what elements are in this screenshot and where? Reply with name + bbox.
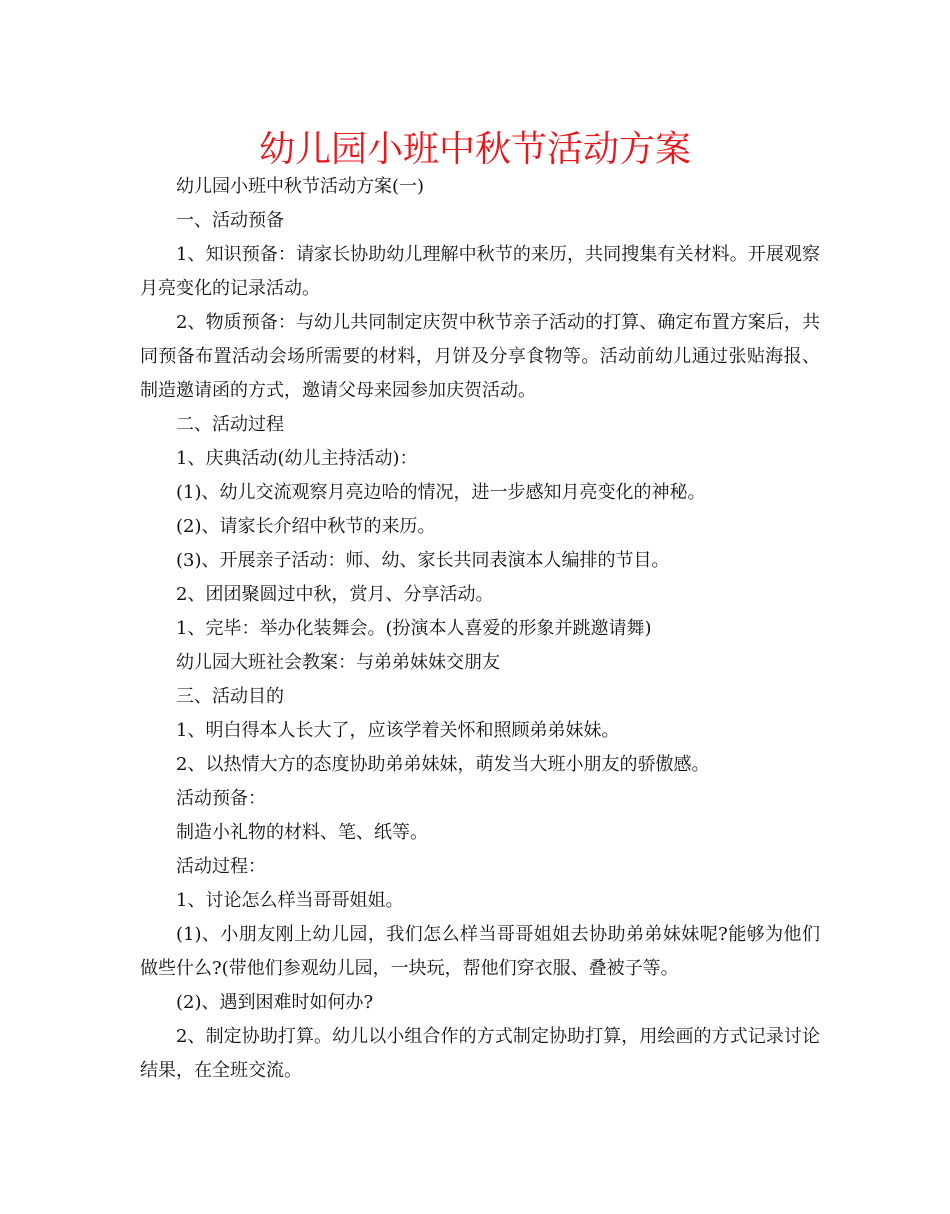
heading-activity-prep: 活动预备： [176, 788, 266, 809]
section-heading-preparation: 一、活动预备 [176, 210, 284, 231]
paragraph-discuss-item-1: (1)、小朋友刚上幼儿园，我们怎么样当哥哥姐姐去协助弟弟妹妹呢?能够为他们做些什么?(带他们参观幼儿园，一块玩，帮他们穿衣服、叠被子等。 [140, 924, 820, 979]
document-title: 幼儿园小班中秋节活动方案 [258, 129, 691, 170]
section-heading-goals: 三、活动目的 [176, 686, 284, 707]
paragraph-materials: 制造小礼物的材料、笔、纸等。 [176, 822, 428, 843]
paragraph-help-plan: 2、制定协助打算。幼儿以小组合作的方式制定协助打算，用绘画的方式记录讨论结果，在全班交流。 [140, 1026, 820, 1081]
paragraph-material-prep: 2、物质预备：与幼儿共同制定庆贺中秋节亲子活动的打算、确定布置方案后，共同预备布置活动会场所需要的材料，月饼及分享食物等。活动前幼儿通过张贴海报、制造邀请函的方式，邀请父母来园参加庆贺活动。 [140, 312, 820, 401]
paragraph-knowledge-prep: 1、知识预备：请家长协助幼儿理解中秋节的来历，共同搜集有关材料。开展观察月亮变化的记录活动。 [140, 244, 820, 299]
paragraph-celebration: 1、庆典活动(幼儿主持活动)： [176, 448, 418, 469]
paragraph-reunion: 2、团团聚圆过中秋，赏月、分享活动。 [176, 584, 494, 605]
paragraph-goal-1: 1、明白得本人长大了，应该学着关怀和照顾弟弟妹妹。 [176, 720, 620, 741]
paragraph-item-1: (1)、幼儿交流观察月亮边哈的情况，进一步感知月亮变化的神秘。 [176, 482, 706, 503]
paragraph-item-2: (2)、请家长介绍中秋节的来历。 [176, 516, 436, 537]
paragraph-subtitle: 幼儿园小班中秋节活动方案(一) [176, 176, 425, 197]
paragraph-discuss: 1、讨论怎么样当哥哥姐姐。 [176, 890, 404, 911]
section-heading-process: 二、活动过程 [176, 414, 284, 435]
paragraph-goal-2: 2、以热情大方的态度协助弟弟妹妹，萌发当大班小朋友的骄傲感。 [176, 754, 710, 775]
document-body [140, 170, 820, 1088]
paragraph-finish: 1、完毕：举办化装舞会。(扮演本人喜爱的形象并跳邀请舞) [176, 618, 652, 639]
paragraph-item-3: (3)、开展亲子活动：师、幼、家长共同表演本人编排的节目。 [176, 550, 670, 571]
paragraph-lesson-title: 幼儿园大班社会教案：与弟弟妹妹交朋友 [176, 652, 500, 673]
paragraph-discuss-item-2: (2)、遇到困难时如何办? [176, 992, 374, 1013]
heading-activity-process: 活动过程： [176, 856, 266, 877]
